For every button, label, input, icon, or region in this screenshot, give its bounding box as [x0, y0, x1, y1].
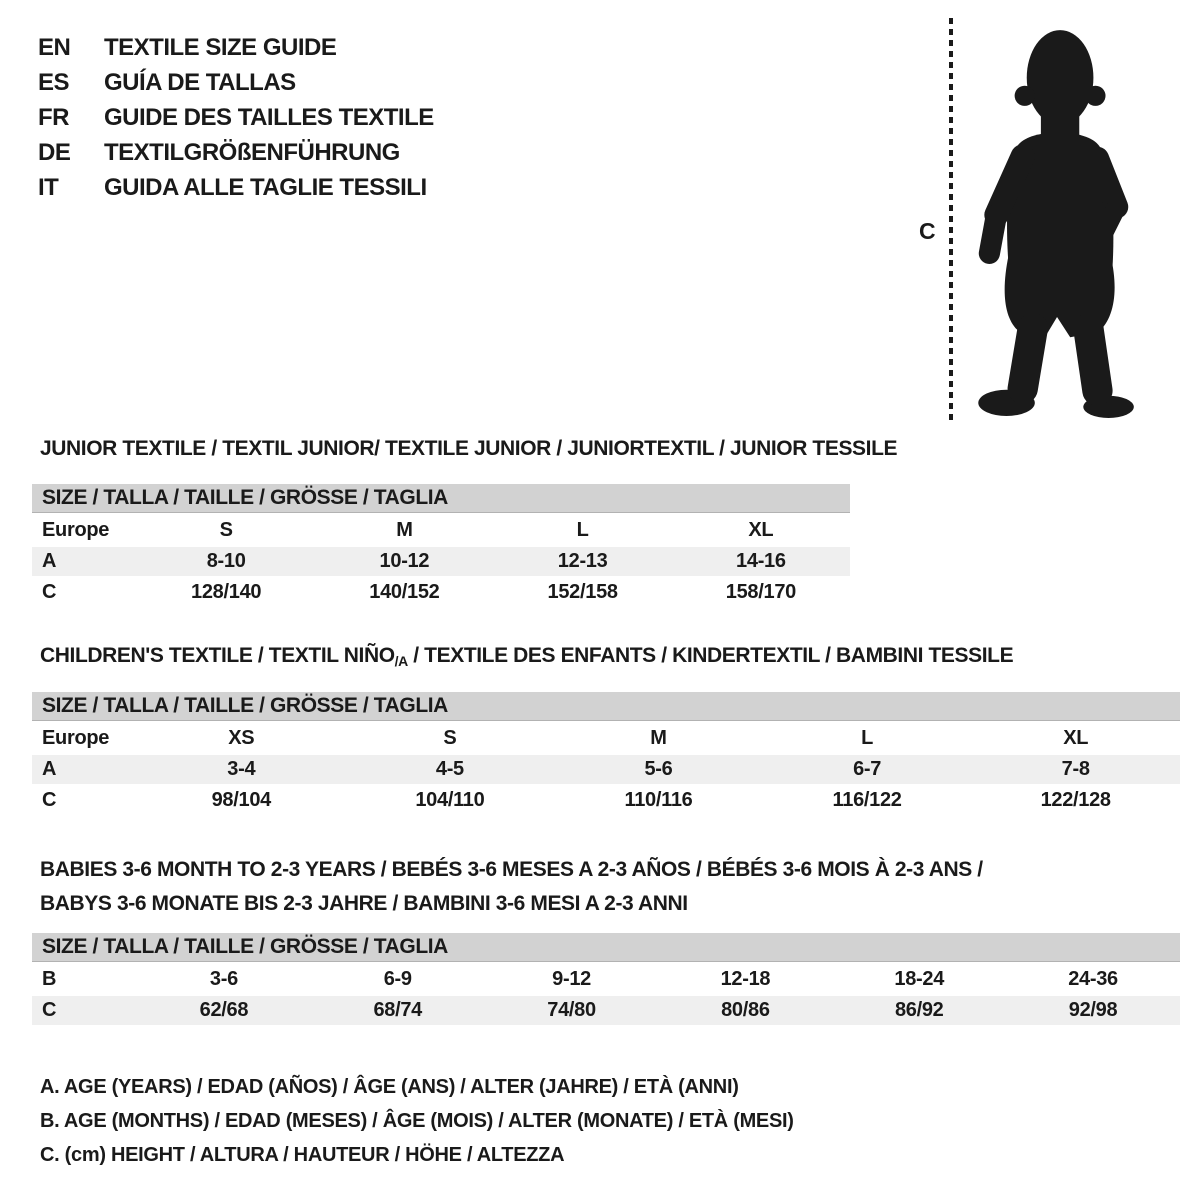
table-cell: M: [650, 727, 667, 749]
table-row: [32, 516, 850, 545]
title-subscript: /A: [394, 653, 408, 669]
table-cell: 18-24: [894, 968, 945, 990]
language-label: TEXTILE SIZE GUIDE: [104, 34, 337, 61]
table-cell: 128/140: [191, 581, 262, 603]
size-sections: [32, 438, 1180, 1063]
title-line: BABYS 3-6 MONATE BIS 2-3 JAHRE / BAMBINI 3-6 MESI A 2-3 ANNI: [40, 892, 688, 915]
table-cell: 74/80: [547, 999, 596, 1021]
size-table-children: [32, 692, 1180, 815]
language-row: [38, 170, 434, 205]
table-cell: 116/122: [832, 789, 902, 811]
height-dashed-line-icon: [949, 18, 953, 420]
table-cell: XL: [748, 519, 774, 541]
language-code: EN: [38, 34, 71, 61]
table-cell: 158/170: [725, 581, 796, 603]
table-cell: 122/128: [1040, 789, 1111, 811]
row-label: B: [42, 968, 57, 990]
size-figure: [905, 12, 1167, 426]
table-cell: 92/98: [1068, 999, 1118, 1021]
size-table-babies: [32, 933, 1180, 1025]
size-table-junior: [32, 484, 850, 607]
section-babies-textile: [32, 853, 1180, 1025]
size-header-bar: SIZE / TALLA / TAILLE / GRÖSSE / TAGLIA: [32, 484, 850, 513]
table-cell: 6-7: [853, 758, 882, 780]
table-cell: 6-9: [383, 968, 412, 990]
language-row: [38, 30, 434, 65]
table-cell: 10-12: [379, 550, 430, 572]
row-label: A: [42, 758, 57, 780]
table-row: [32, 547, 850, 576]
language-list: [38, 30, 434, 205]
table-body: [32, 724, 1180, 815]
table-cell: 140/152: [369, 581, 440, 603]
table-cell: 4-5: [435, 758, 464, 780]
table-cell: 14-16: [736, 550, 786, 572]
section-title: [40, 853, 1180, 921]
legend-line: B. AGE (MONTHS) / EDAD (MESES) / ÂGE (MOIS) / ALTER (MONATE) / ETÀ (MESI): [40, 1110, 794, 1132]
table-cell: L: [861, 727, 874, 749]
table-body: [32, 965, 1180, 1025]
language-label: GUIDE DES TAILLES TEXTILE: [104, 104, 434, 131]
table-cell: 68/74: [373, 999, 423, 1021]
language-label: TEXTILGRÖßENFÜHRUNG: [104, 139, 400, 166]
language-code: FR: [38, 104, 69, 131]
row-label: Europe: [42, 519, 110, 541]
language-label: GUÍA DE TALLAS: [104, 69, 296, 96]
language-row: [38, 100, 434, 135]
title-text: CHILDREN'S TEXTILE / TEXTIL NIÑO: [40, 644, 395, 667]
table-cell: S: [443, 727, 457, 749]
table-cell: 80/86: [721, 999, 770, 1021]
title-line: BABIES 3-6 MONTH TO 2-3 YEARS / BEBÉS 3-6 MESES A 2-3 AÑOS / BÉBÉS 3-6 MOIS À 2-3 ANS /: [40, 858, 983, 881]
row-label: C: [42, 999, 57, 1021]
table-cell: S: [219, 519, 233, 541]
section-junior-textile: [32, 438, 1180, 607]
language-row: [38, 135, 434, 170]
table-cell: 8-10: [206, 550, 246, 572]
table-cell: 104/110: [415, 789, 485, 811]
section-childrens-textile: [32, 645, 1180, 815]
table-row: [32, 755, 1180, 784]
table-row: [32, 786, 1180, 815]
language-label: GUIDA ALLE TAGLIE TESSILI: [104, 174, 427, 201]
table-row: [32, 724, 1180, 753]
table-cell: 9-12: [552, 968, 591, 990]
table-cell: 3-4: [227, 758, 256, 780]
table-cell: 62/68: [199, 999, 249, 1021]
section-title: JUNIOR TEXTILE / TEXTIL JUNIOR/ TEXTILE JUNIOR / JUNIORTEXTIL / JUNIOR TESSILE: [40, 437, 898, 460]
title-text: / TEXTILE DES ENFANTS / KINDERTEXTIL / BAMBINI TESSILE: [407, 644, 1014, 667]
table-cell: 3-6: [209, 968, 238, 990]
language-code: DE: [38, 139, 71, 166]
table-cell: 152/158: [547, 581, 618, 603]
table-cell: 110/116: [624, 789, 693, 811]
table-row: [32, 578, 850, 607]
toddler-silhouette-icon: [963, 15, 1141, 419]
table-cell: XS: [228, 727, 255, 749]
row-label: Europe: [42, 727, 110, 749]
legend-line: A. AGE (YEARS) / EDAD (AÑOS) / ÂGE (ANS) / ALTER (JAHRE) / ETÀ (ANNI): [40, 1076, 739, 1098]
size-header-bar: SIZE / TALLA / TAILLE / GRÖSSE / TAGLIA: [32, 933, 1180, 962]
table-cell: 12-13: [557, 550, 608, 572]
table-cell: 7-8: [1061, 758, 1090, 780]
table-cell: 12-18: [720, 968, 771, 990]
table-row: [32, 965, 1180, 994]
legend: [40, 1070, 794, 1172]
row-label: C: [42, 581, 57, 603]
language-code: ES: [38, 69, 70, 96]
table-cell: 98/104: [211, 789, 271, 811]
table-row: [32, 996, 1180, 1025]
row-label: C: [42, 789, 57, 811]
table-cell: M: [396, 519, 413, 541]
height-measure-label: C: [919, 218, 936, 244]
language-row: [38, 65, 434, 100]
table-cell: 86/92: [894, 999, 944, 1021]
legend-line: C. (cm) HEIGHT / ALTURA / HAUTEUR / HÖHE / ALTEZZA: [40, 1144, 565, 1166]
table-body: [32, 516, 850, 607]
table-cell: L: [576, 519, 589, 541]
table-cell: 24-36: [1068, 968, 1118, 990]
size-header-bar: SIZE / TALLA / TAILLE / GRÖSSE / TAGLIA: [32, 692, 1180, 721]
language-code: IT: [38, 174, 59, 201]
table-cell: XL: [1063, 727, 1089, 749]
section-title: [40, 645, 1180, 668]
row-label: A: [42, 550, 57, 572]
table-cell: 5-6: [644, 758, 673, 780]
